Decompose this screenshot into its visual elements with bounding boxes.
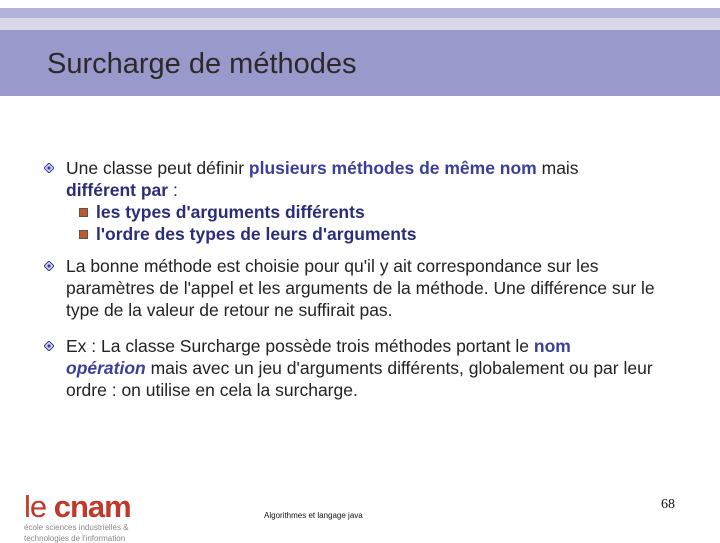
cnam-logo xyxy=(24,489,131,543)
diamond-bullet-icon xyxy=(44,261,54,271)
bullet3-highlight-nom: nom xyxy=(533,336,571,356)
square-bullet-icon xyxy=(79,208,88,217)
slide-title: Surcharge de méthodes xyxy=(47,48,357,80)
bullet1-line2-rest: : xyxy=(168,180,178,200)
bullet3-text-b: mais avec un jeu d'arguments différents, globalement ou par leur ordre : on utilise en cela la surcharge. xyxy=(66,358,653,400)
logo-tagline-1: école sciences industrielles & xyxy=(24,523,129,532)
logo-brand-b: cnam xyxy=(53,489,131,524)
slide-content xyxy=(44,157,684,401)
bullet1-highlight: plusieurs méthodes de même nom xyxy=(248,158,537,178)
logo-brand-a: le xyxy=(24,489,54,524)
bullet-item-example xyxy=(44,335,684,401)
subitem-types xyxy=(44,201,684,223)
diamond-bullet-icon xyxy=(44,163,54,173)
bullet1-text-b: mais xyxy=(536,158,579,178)
footer-course-title: Algorithmes et langage java xyxy=(264,511,363,520)
logo-wordmark xyxy=(24,489,131,524)
bullet-item-method-selection xyxy=(44,255,684,321)
page-number: 68 xyxy=(661,497,675,512)
subitem-order xyxy=(44,223,684,245)
square-bullet-icon xyxy=(79,230,88,239)
logo-tagline-2: technologies de l'information xyxy=(24,534,126,543)
top-stripe-light xyxy=(0,18,720,30)
diamond-bullet-icon xyxy=(44,341,54,351)
top-stripe xyxy=(0,8,720,18)
bullet3-text-a: Ex : La classe Surcharge possède trois méthodes portant le xyxy=(66,336,534,356)
bullet2-text: La bonne méthode est choisie pour qu'il y ait correspondance sur les paramètres de l'appel et les arguments de la méthode. Une différence sur le type de la valeur de retour ne suffirait pas. xyxy=(66,256,655,320)
bullet1-text-a: Une classe peut définir xyxy=(66,158,249,178)
subitem-label: l'ordre des types de leurs d'arguments xyxy=(96,224,417,244)
bullet3-highlight-operation: opération xyxy=(66,358,146,378)
subitem-label: les types d'arguments différents xyxy=(96,202,365,222)
bullet-item-overloading-definition xyxy=(44,157,684,201)
bullet1-line2-bold: différent par xyxy=(66,180,169,200)
